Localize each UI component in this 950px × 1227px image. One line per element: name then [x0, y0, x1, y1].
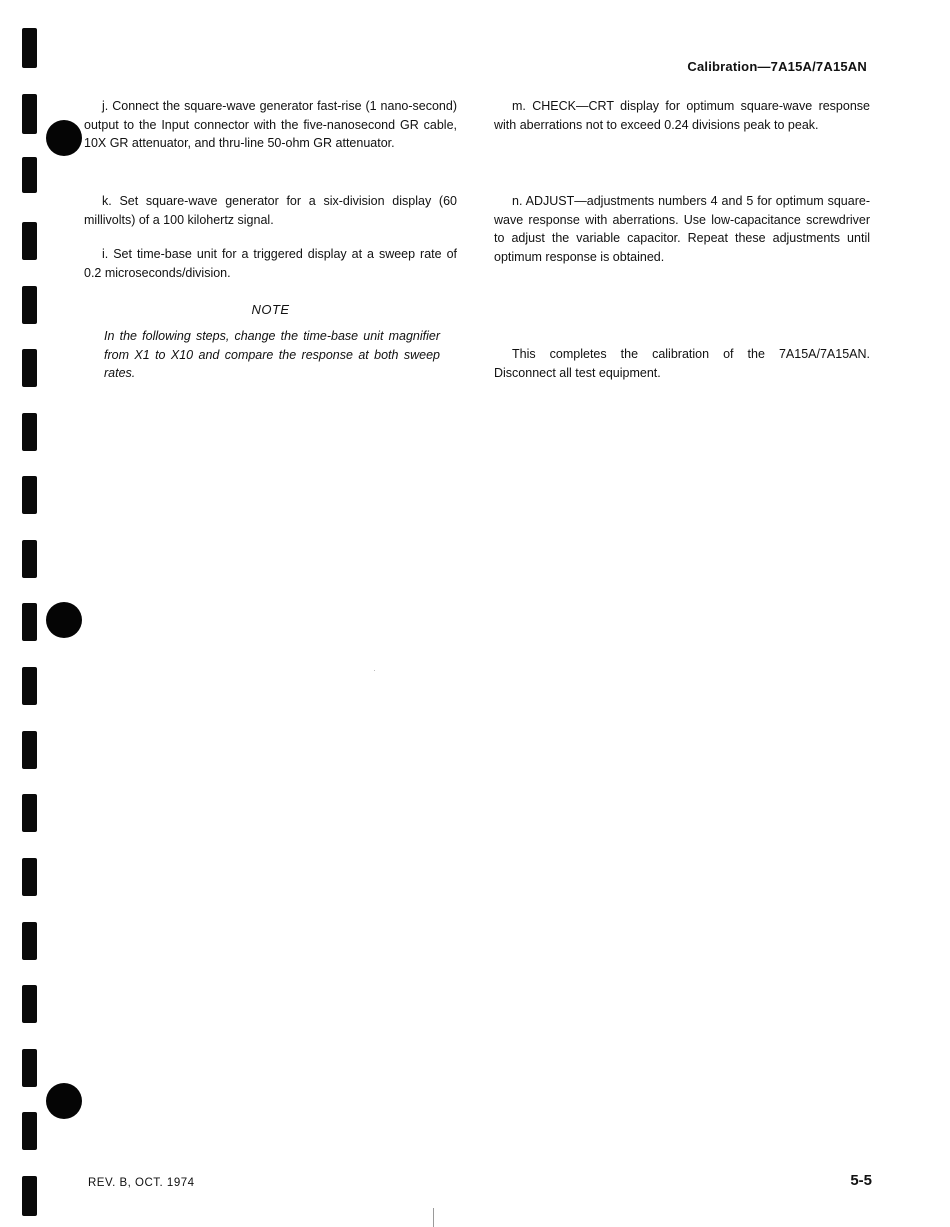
binding-bar — [22, 1112, 37, 1150]
binding-bar — [22, 667, 37, 705]
page-number: 5-5 — [850, 1172, 872, 1189]
binding-bar — [22, 1049, 37, 1087]
step-j-text: j. Connect the square-wave generator fast-rise (1 nano-second) output to the Input connector with the five-nanosecond GR cable, 10X GR attenuator, and thru-line 50-ohm GR attenuator. — [84, 99, 457, 150]
binding-bar — [22, 413, 37, 451]
binding-bar — [22, 476, 37, 514]
binding-bar — [22, 28, 37, 68]
step-m — [494, 97, 870, 134]
binding-bar — [22, 794, 37, 832]
step-k-text: k. Set square-wave generator for a six-division display (60 millivolts) of a 100 kilohertz signal. — [84, 194, 457, 227]
binding-bar — [22, 94, 37, 134]
step-n-text: n. ADJUST—adjustments numbers 4 and 5 for optimum square-wave response with aberrations. Use low-capacitance screwdriver to adjust the variable capacitor. Repeat these adjustments until optimum response is obtained. — [494, 194, 870, 264]
binding-bar — [22, 731, 37, 769]
scan-mark — [433, 1208, 434, 1227]
punch-hole — [46, 602, 82, 638]
binding-bar — [22, 222, 37, 260]
page-header: Calibration—7A15A/7A15AN — [687, 59, 867, 74]
binding-bar — [22, 985, 37, 1023]
step-i — [84, 245, 457, 282]
binding-bar — [22, 540, 37, 578]
binding-bar — [22, 922, 37, 960]
revision-label: REV. B, OCT. 1974 — [88, 1177, 195, 1189]
completion-text-body: This completes the calibration of the 7A15A/7A15AN. Disconnect all test equipment. — [494, 347, 870, 380]
step-j — [84, 97, 457, 153]
binding-bar — [22, 349, 37, 387]
binding-bar — [22, 286, 37, 324]
note-title: NOTE — [251, 302, 290, 317]
punch-hole — [46, 120, 82, 156]
step-n — [494, 192, 870, 266]
note-body: In the following steps, change the time-base unit magnifier from X1 to X10 and compare the response at both sweep rates. — [104, 329, 440, 380]
step-m-text: m. CHECK—CRT display for optimum square-wave response with aberrations not to exceed 0.24 divisions peak to peak. — [494, 99, 870, 132]
punch-hole — [46, 1083, 82, 1119]
binding-bar — [22, 603, 37, 641]
binding-bar — [22, 157, 37, 193]
step-k — [84, 192, 457, 229]
scan-speck — [374, 670, 375, 671]
completion-text — [494, 345, 870, 382]
binding-bar — [22, 1176, 37, 1216]
step-i-text: i. Set time-base unit for a triggered display at a sweep rate of 0.2 microseconds/division. — [84, 247, 457, 280]
binding-bar — [22, 858, 37, 896]
